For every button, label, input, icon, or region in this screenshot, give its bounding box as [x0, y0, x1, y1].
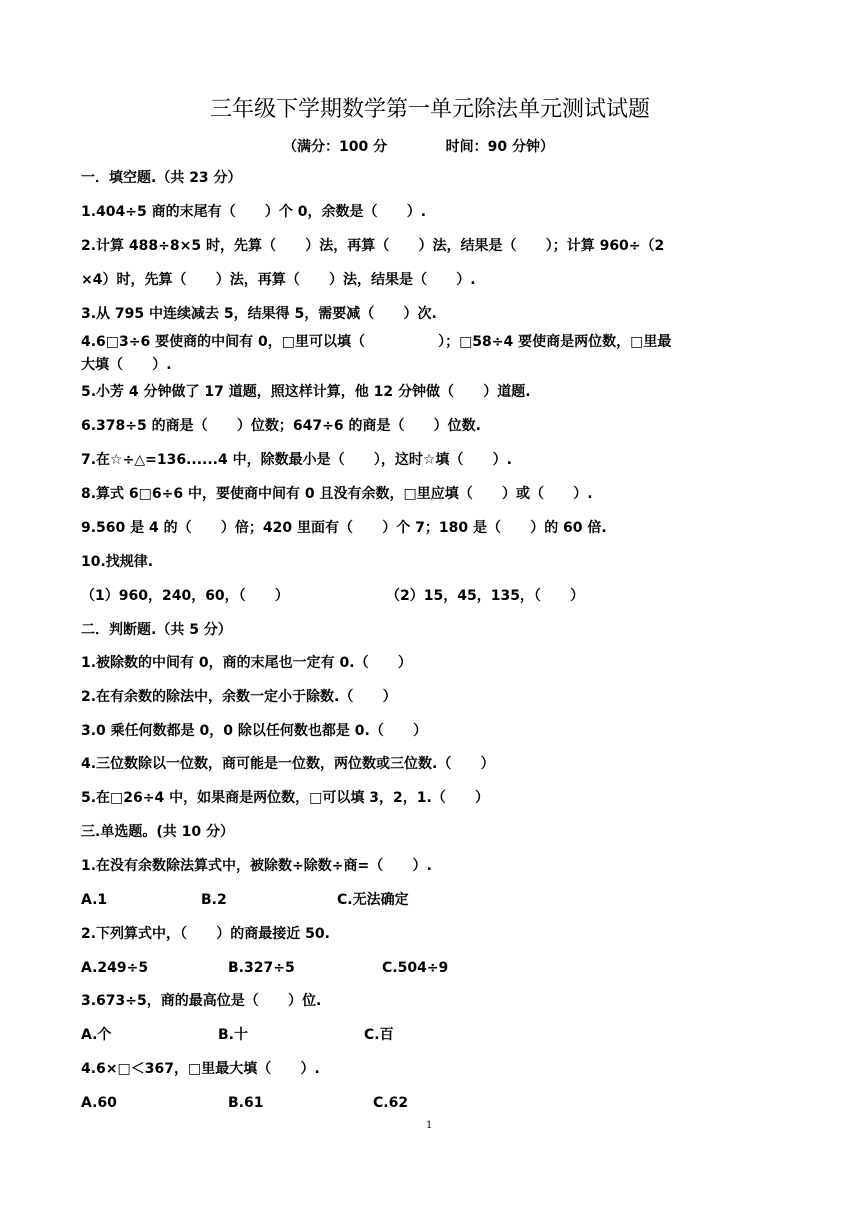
question-2-5: 5.在□26÷4 中，如果商是两位数，□可以填 3，2，1.（ ）: [81, 790, 490, 806]
question-3-3: 3.673÷5，商的最高位是（ ）位.: [81, 993, 322, 1009]
question-3-4-option-b: B.61: [228, 1095, 264, 1111]
question-2-3: 3.0 乘任何数都是 0，0 除以任何数也都是 0.（ ）: [81, 723, 428, 739]
question-1-6: 6.378÷5 的商是（ ）位数；647÷6 的商是（ ）位数.: [81, 418, 482, 434]
question-3-3-option-c: C.百: [364, 1027, 394, 1043]
question-3-1-option-c: C.无法确定: [337, 892, 409, 908]
question-1-8: 8.算式 6□6÷6 中，要使商中间有 0 且没有余数，□里应填（ ）或（ ）.: [81, 486, 593, 502]
section-2-heading: 二．判断题.（共 5 分）: [81, 622, 232, 638]
question-3-3-option-b: B.十: [218, 1027, 248, 1043]
page-title: 三年级下学期数学第一单元除法单元测试试题: [209, 97, 650, 122]
question-1-2-line1: 2.计算 488÷8×5 时，先算（ ）法，再算（ ）法，结果是（ ）；计算 960÷（2: [81, 238, 665, 254]
page-number: 1: [426, 1120, 433, 1131]
question-1-10: 10.找规律.: [81, 554, 154, 570]
question-3-2-option-b: B.327÷5: [228, 960, 295, 976]
question-1-1: 1.404÷5 商的末尾有（ ）个 0，余数是（ ）.: [81, 204, 427, 220]
section-3-heading: 三.单选题。(共 10 分）: [81, 824, 234, 840]
question-1-10-part2: （2）15，45，135，（ ）: [386, 588, 585, 604]
question-3-2-option-a: A.249÷5: [81, 960, 149, 976]
question-3-1-option-a: A.1: [81, 892, 108, 908]
question-1-4-line1: 4.6□3÷6 要使商的中间有 0，□里可以填（ ）；□58÷4 要使商是两位数，□里最: [81, 334, 672, 350]
question-2-4: 4.三位数除以一位数，商可能是一位数，两位数或三位数.（ ）: [81, 756, 495, 772]
question-3-3-option-a: A.个: [81, 1027, 112, 1043]
question-3-2: 2.下列算式中，（ ）的商最接近 50.: [81, 926, 330, 942]
question-1-4-line2: 大填（ ）.: [81, 357, 172, 373]
question-3-2-option-c: C.504÷9: [382, 960, 449, 976]
question-1-7: 7.在☆÷△=136......4 中，除数最小是（ ），这时☆填（ ）.: [81, 452, 512, 468]
question-1-5: 5.小芳 4 分钟做了 17 道题，照这样计算，他 12 分钟做（ ）道题.: [81, 384, 531, 400]
section-1-heading: 一．填空题.（共 23 分）: [81, 170, 242, 186]
question-3-4: 4.6×□＜367，□里最大填（ ）.: [81, 1061, 320, 1077]
question-3-1: 1.在没有余数除法算式中，被除数÷除数÷商=（ ）.: [81, 858, 432, 874]
question-2-2: 2.在有余数的除法中，余数一定小于除数.（ ）: [81, 689, 397, 705]
question-3-4-option-c: C.62: [373, 1095, 409, 1111]
exam-info: （满分：100 分 时间：90 分钟）: [283, 139, 554, 155]
question-1-3: 3.从 795 中连续减去 5，结果得 5，需要减（ ）次.: [81, 306, 437, 322]
question-1-10-part1: （1）960，240，60，（ ）: [81, 588, 289, 604]
question-3-1-option-b: B.2: [201, 892, 227, 908]
question-1-9: 9.560 是 4 的（ ）倍；420 里面有（ ）个 7；180 是（ ）的 60 倍.: [81, 520, 607, 536]
question-1-2-line2: ×4）时，先算（ ）法，再算（ ）法，结果是（ ）.: [81, 272, 476, 288]
question-3-4-option-a: A.60: [81, 1095, 117, 1111]
question-2-1: 1.被除数的中间有 0，商的末尾也一定有 0.（ ）: [81, 655, 412, 671]
